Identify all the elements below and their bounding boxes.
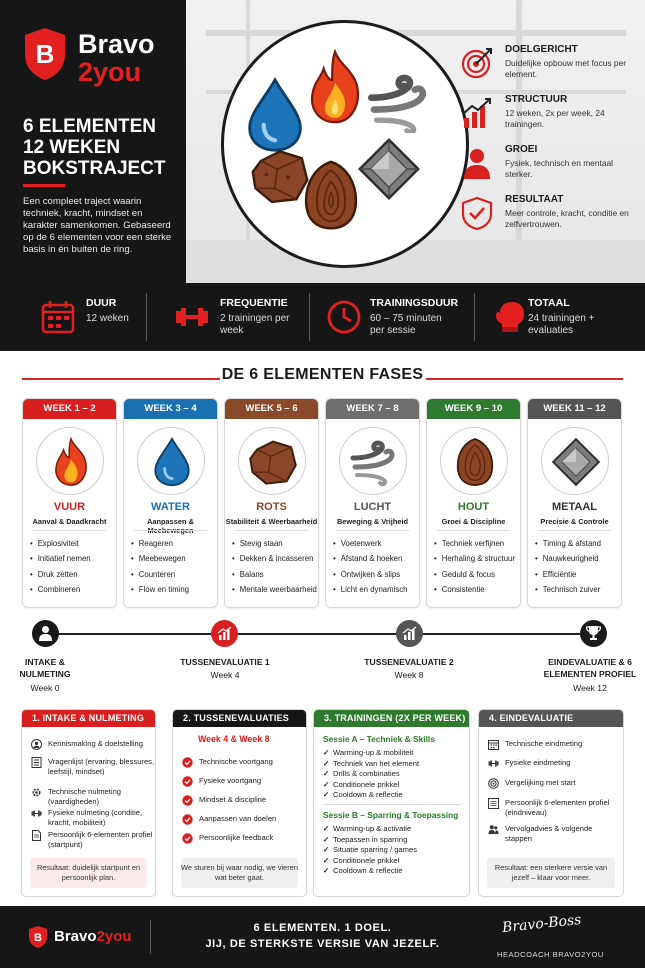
list-item-text: Situatie sparring / games [333, 845, 417, 855]
phase-icon-ring [36, 427, 104, 495]
session-b-list [323, 824, 417, 877]
timeline-week: Week 8 [394, 670, 424, 680]
phase-week: WEEK 3 – 4 [124, 399, 217, 419]
session-separator [323, 804, 460, 805]
logo-name: Bravo [54, 928, 97, 945]
list-item: • Voetenwerk [333, 536, 407, 551]
footer-tagline-2: JIJ, DE STERKSTE VERSIE VAN JEZELF. [205, 938, 440, 950]
session-a-list [323, 748, 419, 801]
phase-icon-ring [339, 427, 407, 495]
phase-separator [235, 530, 308, 531]
panel-trainingen [313, 709, 470, 897]
phase-separator [538, 530, 611, 531]
list-item [323, 780, 419, 791]
title-underline [23, 184, 65, 187]
timeline-label: TUSSENEVALUATIE 1 [180, 657, 270, 667]
panel-item-text: Vragenlijst (ervaring, blessures, leefstijl, mindset) [48, 757, 155, 777]
section-title: DE 6 ELEMENTEN FASES [221, 366, 424, 383]
check-icon: ✓ [323, 769, 330, 779]
rock-icon [248, 437, 298, 487]
phase-card-lucht [325, 398, 420, 608]
check-icon: ✓ [323, 845, 330, 855]
phase-subtitle: Stabiliteit & Weerbaarheid [225, 517, 318, 526]
panel-title: 3. TRAININGEN (2X PER WEEK) [314, 710, 469, 727]
check-icon: ✓ [323, 855, 330, 865]
check-icon: ✓ [323, 834, 330, 844]
phase-icon-ring [541, 427, 609, 495]
clock-icon [326, 299, 362, 335]
list-item-text: Warming-up & activatie [333, 824, 412, 833]
panel-title: 1. INTAKE & NULMETING [22, 710, 155, 727]
panel-result: Resultaat: een sterkere versie van jezelf – klaar voor meer. [487, 858, 615, 888]
calendar-icon [40, 299, 76, 335]
stat-title: DUUR [86, 297, 117, 309]
check-circle-icon [182, 833, 193, 844]
timeline-marker [211, 620, 238, 647]
metal-icon [357, 137, 421, 201]
phase-subtitle: Precisie & Controle [540, 517, 609, 526]
timeline-line [45, 633, 593, 635]
panel-title: 4. EINDEVALUATIE [479, 710, 623, 727]
dumbbell-icon [488, 758, 499, 769]
divider [309, 293, 310, 341]
list-item-text: Conditionele prikkel [333, 855, 400, 865]
benefit-desc: Duidelijke opbouw met focus per element. [505, 58, 627, 79]
phase-card-metaal [527, 398, 622, 608]
phase-card-vuur [22, 398, 117, 608]
footer [0, 906, 645, 968]
signature: Bravo-Boss [501, 911, 583, 937]
dumbbell-icon [174, 299, 210, 335]
check-icon: ✓ [323, 824, 330, 833]
phase-list [131, 536, 189, 597]
wood-icon [303, 159, 359, 231]
list-item [323, 790, 419, 801]
list-item: • Counteren [131, 567, 189, 582]
list-item [323, 835, 417, 846]
list-item [323, 866, 417, 877]
phase-subtitle: Aanval & Daadkracht [32, 517, 107, 526]
list-item: • Techniek verfijnen [434, 536, 515, 551]
list-item [323, 759, 419, 770]
list-item: • Meebewegen [131, 551, 189, 566]
phase-card-hout [426, 398, 521, 608]
panel-intake [21, 709, 156, 897]
footer-tagline-1: 6 ELEMENTEN. 1 DOEL. [253, 922, 392, 934]
phase-name: ROTS [256, 501, 287, 513]
logo-number: 2you [78, 57, 142, 87]
water-drop-icon [147, 437, 197, 487]
hero-panel [0, 0, 186, 283]
stat-title: FREQUENTIE [220, 297, 288, 309]
panel-item-text: Fysieke voortgang [199, 776, 262, 785]
phase-separator [437, 530, 510, 531]
person-icon [38, 625, 53, 641]
list-item: • Combineren [30, 582, 91, 597]
check-icon: ✓ [323, 758, 330, 768]
calendar-grid-icon [488, 739, 499, 750]
bar-chart-icon [460, 96, 494, 130]
list-item [323, 845, 417, 856]
phase-subtitle: Aanpassen & [147, 517, 194, 526]
timeline-label: EINDEVALUATIE & 6 ELEMENTEN PROFIEL [543, 657, 637, 679]
wind-icon [349, 437, 399, 487]
list-item-text: Toepassen in sparring [333, 834, 408, 844]
panel-eindevaluatie [478, 709, 624, 897]
list-item: • Balans [232, 567, 317, 582]
benefit-title: DOELGERICHT [505, 44, 578, 55]
fire-icon [304, 49, 366, 125]
boxing-glove-icon [492, 299, 528, 335]
phase-name: METAAL [551, 501, 597, 513]
check-icon: ✓ [323, 866, 330, 876]
panel-item-text: Persoonlijk 6-elementen profiel (startpunt) [48, 830, 153, 850]
coach-role: HEADCOACH BRAVO2YOU [497, 950, 604, 959]
chart-up-icon [217, 626, 232, 641]
timeline-marker [580, 620, 607, 647]
phase-separator [336, 530, 409, 531]
panel-subtitle: Week 4 & Week 8 [198, 734, 270, 744]
trophy-icon [586, 625, 601, 641]
check-circle-icon [182, 757, 193, 768]
list-item [323, 856, 417, 867]
timeline-week: Week 0 [30, 683, 60, 693]
check-icon: ✓ [323, 748, 330, 757]
list-item: • Herhaling & structuur [434, 551, 515, 566]
panel-title: 2. TUSSENEVALUATIES [173, 710, 306, 727]
hero-title [23, 116, 178, 179]
rock-icon [250, 147, 310, 205]
stat-value: 2 trainingen per week [220, 313, 290, 336]
phase-icon-ring [137, 427, 205, 495]
check-circle-icon [182, 814, 193, 825]
stat-value: 12 weken [86, 313, 129, 324]
benefit-title: RESULTAAT [505, 194, 564, 205]
list-item: • Explosiviteit [30, 536, 91, 551]
divider [146, 293, 147, 341]
list-item [323, 824, 417, 835]
panel-item-text: Mindset & discipline [199, 795, 267, 804]
divider [474, 293, 475, 341]
metal-icon [551, 437, 601, 487]
person-circle-icon [31, 739, 42, 750]
fire-icon [46, 437, 96, 487]
list-item [323, 769, 419, 780]
phase-list [333, 536, 407, 597]
panel-item-text: Technische voortgang [199, 757, 273, 766]
phase-name: VUUR [53, 501, 86, 513]
panel-result: Resultaat: duidelijk startpunt en persoonlijk plan. [30, 858, 147, 888]
check-icon: ✓ [323, 790, 330, 800]
list-item: • Consistentie [434, 582, 515, 597]
logo-shield-icon [22, 26, 68, 82]
phase-list [434, 536, 515, 597]
gear-icon [31, 787, 42, 798]
timeline-label: TUSSENEVALUATIE 2 [364, 657, 454, 667]
panel-item-text: Technische nulmeting (vaardigheden) [48, 787, 122, 807]
target-icon [460, 46, 494, 80]
water-drop-icon [246, 77, 304, 153]
phase-week: WEEK 7 – 8 [326, 399, 419, 419]
session-a-title: Sessie A – Techniek & Skills [323, 734, 435, 744]
phase-subtitle: Beweging & Vrijheid [336, 517, 409, 526]
timeline-week: Week 12 [573, 683, 607, 693]
logo-text [78, 30, 155, 86]
list-item: • Afstand & hoeken [333, 551, 407, 566]
phase-separator [33, 530, 106, 531]
phase-week: WEEK 1 – 2 [23, 399, 116, 419]
timeline-week: Week 4 [210, 670, 240, 680]
chart-up-icon [402, 626, 417, 641]
person-icon [460, 146, 494, 180]
phase-icon-ring [440, 427, 508, 495]
list-item-text: Warming-up & mobiliteit [333, 748, 414, 757]
timeline-label: INTAKE & NULMETING [19, 657, 71, 679]
list-item: • Mentale weerbaarheid [232, 582, 317, 597]
phase-name: WATER [151, 501, 190, 513]
list-item-text: Drills & combinaties [333, 769, 400, 779]
timeline-marker [396, 620, 423, 647]
phase-list [30, 536, 91, 597]
phase-name: HOUT [457, 501, 490, 513]
panel-item-text: Aanpassen van doelen [199, 814, 277, 823]
check-circle-icon [182, 795, 193, 806]
panel-item-text: Kennismaking & doelstelling [48, 739, 143, 748]
panel-item-text: Technische eindmeting [505, 739, 583, 748]
wind-icon [366, 73, 432, 133]
stat-value: 60 – 75 minuten per sessie [370, 313, 442, 336]
phase-list [232, 536, 317, 597]
phase-card-water [123, 398, 218, 608]
list-item-text: Cooldown & reflectie [333, 790, 403, 800]
list-item: • Licht en dynamisch [333, 582, 407, 597]
hero-intro: Een compleet traject waarin techniek, kracht, mindset en karakter samenkomen. Gebaseerd op de 6 elementen voor een sterke basis in én buiten de ring. [23, 196, 172, 255]
phase-subtitle: Groei & Discipline [441, 517, 506, 526]
list-item: • Timing & afstand [535, 536, 601, 551]
phase-card-rots [224, 398, 319, 608]
document-icon [31, 830, 42, 841]
panel-item-text: Persoonlijk 6-elementen profiel (eindniveau) [505, 798, 610, 818]
list-item-text: Conditionele prikkel [333, 779, 400, 789]
hero-title-line: 6 ELEMENTEN [23, 116, 157, 137]
list-icon [31, 757, 42, 768]
phase-week: WEEK 5 – 6 [225, 399, 318, 419]
check-circle-icon [182, 776, 193, 787]
elements-circle [221, 20, 469, 268]
list-item: • Efficiëntie [535, 567, 601, 582]
list-item: • Druk zetten [30, 567, 91, 582]
benefit-title: STRUCTUUR [505, 94, 568, 105]
svg-text:B: B [35, 39, 55, 69]
benefit-desc: 12 weken, 2x per week, 24 trainingen. [505, 108, 605, 129]
list-item: • Geduld & focus [434, 567, 515, 582]
stat-title: TOTAAL [528, 297, 570, 309]
stat-title: TRAININGSDUUR [370, 297, 459, 309]
list-item-text: Techniek van het element [333, 758, 420, 768]
panel-item-text: Persoonlijke feedback [199, 833, 274, 842]
panel-item-text: Fysieke eindmeting [505, 758, 571, 767]
panel-result: We sturen bij waar nodig, we vieren wat beter gaat. [181, 858, 298, 888]
list-item: • Reageren [131, 536, 189, 551]
list-item: • Stevig staan [232, 536, 317, 551]
check-icon: ✓ [323, 779, 330, 789]
benefit-desc: Fysiek, technisch en mentaal sterker. [505, 158, 613, 179]
dumbbell-icon [31, 808, 42, 819]
people-icon [488, 824, 499, 835]
svg-text:B: B [34, 932, 42, 944]
phase-name: LUCHT [353, 501, 392, 513]
list-item: • Flow en timing [131, 582, 189, 597]
list-item: • Nauwkeurigheid [535, 551, 601, 566]
stats-bar [0, 283, 645, 351]
shield-check-icon [460, 196, 494, 230]
list-item: • Ontwijken & slips [333, 567, 407, 582]
panel-item-text: Vergelijking met start [505, 778, 576, 787]
document-icon [488, 798, 499, 809]
phase-week: WEEK 9 – 10 [427, 399, 520, 419]
stat-value: 24 trainingen + evaluaties [528, 313, 595, 336]
list-item [323, 748, 419, 759]
panel-item-text: Fysieke nulmeting (conditie, kracht, mobiliteit) [48, 808, 143, 828]
list-item: • Technisch zuiver [535, 582, 601, 597]
panel-item-text: Vervolgadvies & volgende stappen [505, 824, 593, 844]
list-item: • Initiatief nemen [30, 551, 91, 566]
phase-separator [134, 530, 207, 531]
phase-list [535, 536, 601, 597]
phase-icon-ring [238, 427, 306, 495]
logo-number: 2you [96, 928, 132, 945]
panel-tussenevaluaties [172, 709, 307, 897]
phase-week: WEEK 11 – 12 [528, 399, 621, 419]
timeline-marker [32, 620, 59, 647]
list-item: • Dekken & incasseren [232, 551, 317, 566]
wood-icon [450, 437, 500, 487]
hero-title-line: 12 WEKEN [23, 137, 121, 158]
benefit-title: GROEI [505, 144, 538, 155]
hero-title-line: BOKSTRAJECT [23, 158, 166, 179]
session-b-title: Sessie B – Sparring & Toepassing [323, 810, 459, 820]
list-item-text: Cooldown & reflectie [333, 866, 403, 876]
target-icon [488, 778, 499, 789]
benefit-desc: Meer controle, kracht, conditie en zelfvertrouwen. [505, 208, 629, 229]
logo-name: Bravo [78, 29, 155, 59]
